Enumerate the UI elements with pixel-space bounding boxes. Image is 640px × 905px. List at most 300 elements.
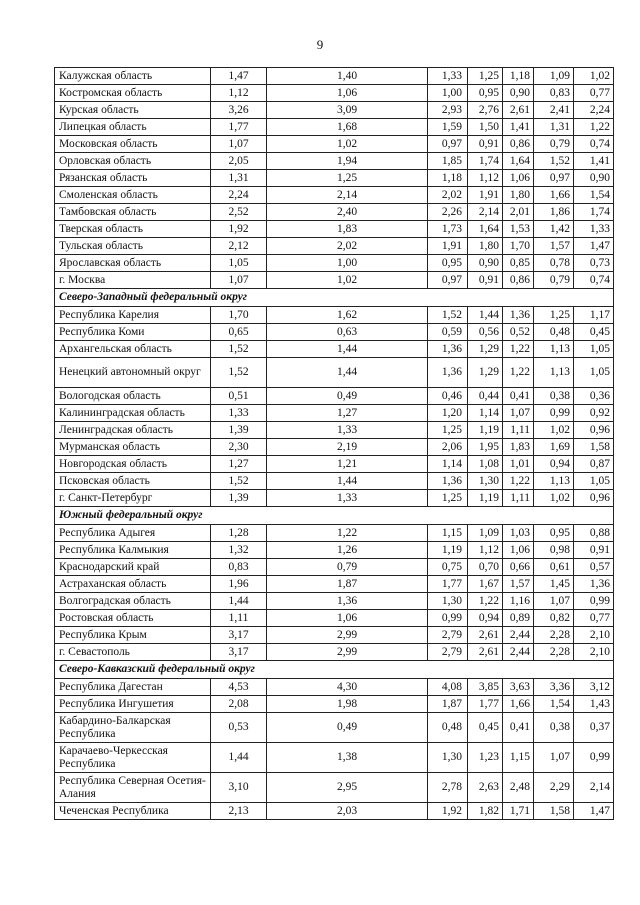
- value-cell-col-4: 1,74: [468, 153, 503, 170]
- value-cell-col-1: 0,51: [211, 388, 267, 405]
- value-cell-col-4: 1,09: [468, 525, 503, 542]
- region-name-cell: Ленинградская область: [55, 422, 211, 439]
- region-name-cell: Калининградская область: [55, 405, 211, 422]
- value-cell-col-2: 1,44: [267, 341, 428, 358]
- value-cell-col-1: 0,65: [211, 324, 267, 341]
- value-cell-col-3: 1,36: [428, 473, 468, 490]
- value-cell-col-6: 1,25: [534, 307, 574, 324]
- value-cell-col-2: 2,40: [267, 204, 428, 221]
- region-name-cell: Ярославская область: [55, 255, 211, 272]
- region-name-cell: Республика Северная Осетия-Алания: [55, 773, 211, 803]
- value-cell-col-6: 1,86: [534, 204, 574, 221]
- value-cell-col-3: 1,87: [428, 696, 468, 713]
- value-cell-col-4: 2,14: [468, 204, 503, 221]
- value-cell-col-3: 2,79: [428, 644, 468, 661]
- value-cell-col-2: 1,98: [267, 696, 428, 713]
- value-cell-col-3: 1,19: [428, 542, 468, 559]
- value-cell-col-4: 1,30: [468, 473, 503, 490]
- value-cell-col-3: 1,30: [428, 593, 468, 610]
- value-cell-col-2: 1,06: [267, 610, 428, 627]
- value-cell-col-6: 0,99: [534, 405, 574, 422]
- table-row: [55, 388, 614, 405]
- value-cell-col-2: 1,06: [267, 85, 428, 102]
- region-name-cell: Псковская область: [55, 473, 211, 490]
- value-cell-col-5: 1,18: [503, 68, 534, 85]
- value-cell-col-7: 2,10: [574, 644, 614, 661]
- table-row: [55, 593, 614, 610]
- value-cell-col-7: 0,88: [574, 525, 614, 542]
- value-cell-col-5: 0,86: [503, 136, 534, 153]
- table-row: [55, 170, 614, 187]
- value-cell-col-6: 1,54: [534, 696, 574, 713]
- value-cell-col-4: 1,80: [468, 238, 503, 255]
- region-name-cell: г. Москва: [55, 272, 211, 289]
- value-cell-col-7: 0,99: [574, 743, 614, 773]
- region-name-cell: Карачаево-Черкесская Республика: [55, 743, 211, 773]
- value-cell-col-3: 1,59: [428, 119, 468, 136]
- value-cell-col-4: 1,25: [468, 68, 503, 85]
- region-name-cell: Смоленская область: [55, 187, 211, 204]
- value-cell-col-6: 1,13: [534, 473, 574, 490]
- region-name-cell: Республика Крым: [55, 627, 211, 644]
- value-cell-col-7: 1,05: [574, 341, 614, 358]
- value-cell-col-1: 1,77: [211, 119, 267, 136]
- value-cell-col-3: 2,06: [428, 439, 468, 456]
- section-header-row: [55, 507, 614, 525]
- value-cell-col-2: 1,21: [267, 456, 428, 473]
- region-name-cell: Волгоградская область: [55, 593, 211, 610]
- value-cell-col-2: 1,00: [267, 255, 428, 272]
- value-cell-col-3: 0,95: [428, 255, 468, 272]
- value-cell-col-1: 1,44: [211, 743, 267, 773]
- value-cell-col-7: 1,47: [574, 238, 614, 255]
- value-cell-col-2: 1,68: [267, 119, 428, 136]
- value-cell-col-4: 0,95: [468, 85, 503, 102]
- value-cell-col-6: 0,79: [534, 136, 574, 153]
- value-cell-col-1: 1,31: [211, 170, 267, 187]
- value-cell-col-5: 2,48: [503, 773, 534, 803]
- value-cell-col-6: 0,94: [534, 456, 574, 473]
- value-cell-col-1: 1,52: [211, 341, 267, 358]
- table-row: [55, 559, 614, 576]
- value-cell-col-4: 2,63: [468, 773, 503, 803]
- value-cell-col-6: 1,69: [534, 439, 574, 456]
- value-cell-col-2: 1,83: [267, 221, 428, 238]
- page-number: 9: [316, 37, 324, 52]
- value-cell-col-2: 1,87: [267, 576, 428, 593]
- table-row: [55, 490, 614, 507]
- value-cell-col-4: 1,29: [468, 358, 503, 388]
- value-cell-col-7: 1,74: [574, 204, 614, 221]
- value-cell-col-3: 2,02: [428, 187, 468, 204]
- value-cell-col-2: 1,94: [267, 153, 428, 170]
- value-cell-col-7: 0,36: [574, 388, 614, 405]
- table-row: [55, 221, 614, 238]
- value-cell-col-6: 1,31: [534, 119, 574, 136]
- value-cell-col-7: 0,73: [574, 255, 614, 272]
- table-row: [55, 773, 614, 803]
- region-name-cell: Ненецкий автономный округ: [55, 358, 211, 388]
- value-cell-col-1: 3,17: [211, 644, 267, 661]
- table-row: [55, 627, 614, 644]
- value-cell-col-1: 1,32: [211, 542, 267, 559]
- table-row: [55, 525, 614, 542]
- value-cell-col-1: 1,52: [211, 473, 267, 490]
- value-cell-col-5: 0,85: [503, 255, 534, 272]
- value-cell-col-5: 1,71: [503, 803, 534, 820]
- region-name-cell: Краснодарский край: [55, 559, 211, 576]
- value-cell-col-1: 2,05: [211, 153, 267, 170]
- value-cell-col-7: 1,43: [574, 696, 614, 713]
- table-row: [55, 679, 614, 696]
- value-cell-col-4: 0,70: [468, 559, 503, 576]
- value-cell-col-7: 0,96: [574, 422, 614, 439]
- value-cell-col-3: 1,91: [428, 238, 468, 255]
- value-cell-col-2: 1,36: [267, 593, 428, 610]
- region-name-cell: Астраханская область: [55, 576, 211, 593]
- value-cell-col-4: 3,85: [468, 679, 503, 696]
- table-row: [55, 324, 614, 341]
- value-cell-col-5: 1,03: [503, 525, 534, 542]
- value-cell-col-4: 0,45: [468, 713, 503, 743]
- value-cell-col-7: 1,17: [574, 307, 614, 324]
- value-cell-col-4: 0,56: [468, 324, 503, 341]
- region-name-cell: Республика Дагестан: [55, 679, 211, 696]
- value-cell-col-3: 2,26: [428, 204, 468, 221]
- value-cell-col-2: 0,63: [267, 324, 428, 341]
- value-cell-col-6: 0,79: [534, 272, 574, 289]
- value-cell-col-4: 1,67: [468, 576, 503, 593]
- value-cell-col-4: 0,91: [468, 272, 503, 289]
- region-name-cell: Кабардино-Балкарская Республика: [55, 713, 211, 743]
- value-cell-col-3: 1,20: [428, 405, 468, 422]
- value-cell-col-6: 0,38: [534, 388, 574, 405]
- value-cell-col-1: 1,11: [211, 610, 267, 627]
- value-cell-col-6: 1,07: [534, 593, 574, 610]
- value-cell-col-3: 1,14: [428, 456, 468, 473]
- table-row: [55, 238, 614, 255]
- region-name-cell: Калужская область: [55, 68, 211, 85]
- value-cell-col-6: 0,83: [534, 85, 574, 102]
- table-row: [55, 119, 614, 136]
- value-cell-col-1: 1,28: [211, 525, 267, 542]
- table-row: [55, 153, 614, 170]
- value-cell-col-6: 0,48: [534, 324, 574, 341]
- value-cell-col-6: 2,28: [534, 644, 574, 661]
- table-row: [55, 85, 614, 102]
- value-cell-col-6: 1,58: [534, 803, 574, 820]
- value-cell-col-2: 1,40: [267, 68, 428, 85]
- value-cell-col-7: 0,45: [574, 324, 614, 341]
- value-cell-col-1: 0,53: [211, 713, 267, 743]
- value-cell-col-3: 1,00: [428, 85, 468, 102]
- value-cell-col-2: 3,09: [267, 102, 428, 119]
- value-cell-col-2: 1,38: [267, 743, 428, 773]
- value-cell-col-6: 1,07: [534, 743, 574, 773]
- table-row: [55, 439, 614, 456]
- value-cell-col-7: 0,74: [574, 136, 614, 153]
- table-row: [55, 341, 614, 358]
- value-cell-col-5: 1,36: [503, 307, 534, 324]
- value-cell-col-5: 1,06: [503, 170, 534, 187]
- value-cell-col-7: 1,22: [574, 119, 614, 136]
- value-cell-col-5: 1,70: [503, 238, 534, 255]
- value-cell-col-6: 1,57: [534, 238, 574, 255]
- value-cell-col-1: 1,27: [211, 456, 267, 473]
- region-name-cell: Мурманская область: [55, 439, 211, 456]
- value-cell-col-7: 1,02: [574, 68, 614, 85]
- value-cell-col-5: 1,53: [503, 221, 534, 238]
- region-name-cell: Курская область: [55, 102, 211, 119]
- value-cell-col-1: 4,53: [211, 679, 267, 696]
- value-cell-col-3: 1,73: [428, 221, 468, 238]
- value-cell-col-2: 2,14: [267, 187, 428, 204]
- region-name-cell: Республика Калмыкия: [55, 542, 211, 559]
- value-cell-col-2: 0,49: [267, 713, 428, 743]
- value-cell-col-2: 2,19: [267, 439, 428, 456]
- section-title: Северо-Западный федеральный округ: [55, 289, 614, 307]
- value-cell-col-4: 2,61: [468, 627, 503, 644]
- value-cell-col-1: 1,12: [211, 85, 267, 102]
- value-cell-col-5: 2,01: [503, 204, 534, 221]
- value-cell-col-4: 1,22: [468, 593, 503, 610]
- value-cell-col-3: 0,48: [428, 713, 468, 743]
- value-cell-col-6: 1,02: [534, 422, 574, 439]
- value-cell-col-2: 2,99: [267, 644, 428, 661]
- value-cell-col-7: 0,99: [574, 593, 614, 610]
- value-cell-col-1: 1,33: [211, 405, 267, 422]
- value-cell-col-2: 1,02: [267, 136, 428, 153]
- value-cell-col-4: 1,77: [468, 696, 503, 713]
- value-cell-col-2: 4,30: [267, 679, 428, 696]
- value-cell-col-5: 2,44: [503, 644, 534, 661]
- section-header-row: [55, 661, 614, 679]
- value-cell-col-6: 2,41: [534, 102, 574, 119]
- value-cell-col-5: 1,11: [503, 490, 534, 507]
- value-cell-col-5: 1,64: [503, 153, 534, 170]
- value-cell-col-4: 1,82: [468, 803, 503, 820]
- value-cell-col-7: 1,47: [574, 803, 614, 820]
- value-cell-col-6: 0,95: [534, 525, 574, 542]
- value-cell-col-7: 3,12: [574, 679, 614, 696]
- value-cell-col-5: 0,52: [503, 324, 534, 341]
- value-cell-col-7: 0,74: [574, 272, 614, 289]
- region-name-cell: Тульская область: [55, 238, 211, 255]
- value-cell-col-7: 2,10: [574, 627, 614, 644]
- value-cell-col-5: 2,44: [503, 627, 534, 644]
- region-name-cell: Рязанская область: [55, 170, 211, 187]
- value-cell-col-1: 1,07: [211, 136, 267, 153]
- value-cell-col-2: 1,27: [267, 405, 428, 422]
- value-cell-col-1: 1,47: [211, 68, 267, 85]
- value-cell-col-3: 2,93: [428, 102, 468, 119]
- value-cell-col-2: 1,33: [267, 490, 428, 507]
- value-cell-col-6: 1,42: [534, 221, 574, 238]
- region-name-cell: Костромская область: [55, 85, 211, 102]
- value-cell-col-1: 1,39: [211, 422, 267, 439]
- value-cell-col-3: 0,46: [428, 388, 468, 405]
- value-cell-col-3: 1,36: [428, 341, 468, 358]
- value-cell-col-2: 0,49: [267, 388, 428, 405]
- value-cell-col-3: 1,92: [428, 803, 468, 820]
- value-cell-col-3: 2,79: [428, 627, 468, 644]
- value-cell-col-7: 0,87: [574, 456, 614, 473]
- value-cell-col-6: 0,97: [534, 170, 574, 187]
- value-cell-col-2: 1,25: [267, 170, 428, 187]
- value-cell-col-6: 0,98: [534, 542, 574, 559]
- value-cell-col-1: 2,13: [211, 803, 267, 820]
- table-row: [55, 473, 614, 490]
- value-cell-col-7: 1,58: [574, 439, 614, 456]
- value-cell-col-7: 1,54: [574, 187, 614, 204]
- coefficients-table: [54, 67, 614, 820]
- value-cell-col-4: 1,23: [468, 743, 503, 773]
- region-name-cell: Орловская область: [55, 153, 211, 170]
- region-name-cell: г. Санкт-Петербург: [55, 490, 211, 507]
- table-row: [55, 803, 614, 820]
- value-cell-col-3: 1,25: [428, 422, 468, 439]
- value-cell-col-4: 1,50: [468, 119, 503, 136]
- value-cell-col-1: 2,12: [211, 238, 267, 255]
- value-cell-col-2: 1,33: [267, 422, 428, 439]
- value-cell-col-2: 1,62: [267, 307, 428, 324]
- table-row: [55, 644, 614, 661]
- value-cell-col-5: 1,16: [503, 593, 534, 610]
- value-cell-col-7: 2,14: [574, 773, 614, 803]
- value-cell-col-5: 1,15: [503, 743, 534, 773]
- region-name-cell: г. Севастополь: [55, 644, 211, 661]
- value-cell-col-6: 0,82: [534, 610, 574, 627]
- value-cell-col-3: 4,08: [428, 679, 468, 696]
- value-cell-col-7: 0,90: [574, 170, 614, 187]
- value-cell-col-4: 1,19: [468, 422, 503, 439]
- value-cell-col-3: 1,77: [428, 576, 468, 593]
- value-cell-col-2: 1,44: [267, 473, 428, 490]
- value-cell-col-4: 1,64: [468, 221, 503, 238]
- value-cell-col-4: 2,61: [468, 644, 503, 661]
- value-cell-col-6: 0,38: [534, 713, 574, 743]
- value-cell-col-6: 1,02: [534, 490, 574, 507]
- table-row: [55, 187, 614, 204]
- table-row: [55, 696, 614, 713]
- value-cell-col-7: 1,36: [574, 576, 614, 593]
- value-cell-col-7: 0,77: [574, 610, 614, 627]
- value-cell-col-3: 1,52: [428, 307, 468, 324]
- region-name-cell: Тверская область: [55, 221, 211, 238]
- value-cell-col-4: 1,19: [468, 490, 503, 507]
- region-name-cell: Архангельская область: [55, 341, 211, 358]
- value-cell-col-5: 1,41: [503, 119, 534, 136]
- value-cell-col-7: 0,92: [574, 405, 614, 422]
- value-cell-col-4: 0,91: [468, 136, 503, 153]
- value-cell-col-3: 2,78: [428, 773, 468, 803]
- value-cell-col-7: 0,77: [574, 85, 614, 102]
- value-cell-col-5: 0,41: [503, 713, 534, 743]
- table-row: [55, 422, 614, 439]
- value-cell-col-4: 0,44: [468, 388, 503, 405]
- value-cell-col-6: 1,52: [534, 153, 574, 170]
- value-cell-col-1: 1,44: [211, 593, 267, 610]
- value-cell-col-6: 1,09: [534, 68, 574, 85]
- value-cell-col-7: 0,37: [574, 713, 614, 743]
- value-cell-col-4: 1,14: [468, 405, 503, 422]
- region-name-cell: Ростовская область: [55, 610, 211, 627]
- region-name-cell: Липецкая область: [55, 119, 211, 136]
- table-row: [55, 102, 614, 119]
- value-cell-col-7: 0,57: [574, 559, 614, 576]
- value-cell-col-2: 2,03: [267, 803, 428, 820]
- region-name-cell: Республика Карелия: [55, 307, 211, 324]
- section-header-row: [55, 289, 614, 307]
- value-cell-col-7: 0,91: [574, 542, 614, 559]
- value-cell-col-6: 1,13: [534, 358, 574, 388]
- value-cell-col-3: 1,25: [428, 490, 468, 507]
- value-cell-col-1: 1,05: [211, 255, 267, 272]
- table-row: [55, 713, 614, 743]
- value-cell-col-4: 1,08: [468, 456, 503, 473]
- region-name-cell: Вологодская область: [55, 388, 211, 405]
- value-cell-col-3: 1,36: [428, 358, 468, 388]
- value-cell-col-2: 2,95: [267, 773, 428, 803]
- table-row: [55, 743, 614, 773]
- value-cell-col-5: 1,57: [503, 576, 534, 593]
- value-cell-col-3: 1,85: [428, 153, 468, 170]
- value-cell-col-1: 3,10: [211, 773, 267, 803]
- value-cell-col-2: 1,22: [267, 525, 428, 542]
- table-row: [55, 405, 614, 422]
- value-cell-col-7: 1,05: [574, 358, 614, 388]
- region-name-cell: Республика Адыгея: [55, 525, 211, 542]
- value-cell-col-4: 1,95: [468, 439, 503, 456]
- table-body: [55, 68, 614, 820]
- value-cell-col-3: 1,33: [428, 68, 468, 85]
- table-row: [55, 68, 614, 85]
- value-cell-col-5: 1,80: [503, 187, 534, 204]
- value-cell-col-5: 1,83: [503, 439, 534, 456]
- value-cell-col-5: 3,63: [503, 679, 534, 696]
- value-cell-col-3: 0,59: [428, 324, 468, 341]
- value-cell-col-4: 0,94: [468, 610, 503, 627]
- value-cell-col-5: 0,90: [503, 85, 534, 102]
- region-name-cell: Республика Коми: [55, 324, 211, 341]
- value-cell-col-4: 2,76: [468, 102, 503, 119]
- value-cell-col-3: 1,15: [428, 525, 468, 542]
- value-cell-col-5: 1,22: [503, 341, 534, 358]
- value-cell-col-5: 2,61: [503, 102, 534, 119]
- value-cell-col-4: 1,12: [468, 170, 503, 187]
- value-cell-col-1: 2,52: [211, 204, 267, 221]
- value-cell-col-2: 0,79: [267, 559, 428, 576]
- value-cell-col-5: 1,22: [503, 358, 534, 388]
- value-cell-col-1: 1,07: [211, 272, 267, 289]
- value-cell-col-6: 1,45: [534, 576, 574, 593]
- value-cell-col-1: 0,83: [211, 559, 267, 576]
- region-name-cell: Республика Ингушетия: [55, 696, 211, 713]
- value-cell-col-5: 1,66: [503, 696, 534, 713]
- value-cell-col-2: 1,26: [267, 542, 428, 559]
- value-cell-col-7: 2,24: [574, 102, 614, 119]
- value-cell-col-3: 0,97: [428, 136, 468, 153]
- value-cell-col-7: 1,41: [574, 153, 614, 170]
- value-cell-col-5: 0,41: [503, 388, 534, 405]
- value-cell-col-5: 0,66: [503, 559, 534, 576]
- region-name-cell: Чеченская Республика: [55, 803, 211, 820]
- region-name-cell: Новгородская область: [55, 456, 211, 473]
- section-title: Северо-Кавказский федеральный округ: [55, 661, 614, 679]
- value-cell-col-5: 0,89: [503, 610, 534, 627]
- value-cell-col-3: 0,99: [428, 610, 468, 627]
- value-cell-col-6: 1,66: [534, 187, 574, 204]
